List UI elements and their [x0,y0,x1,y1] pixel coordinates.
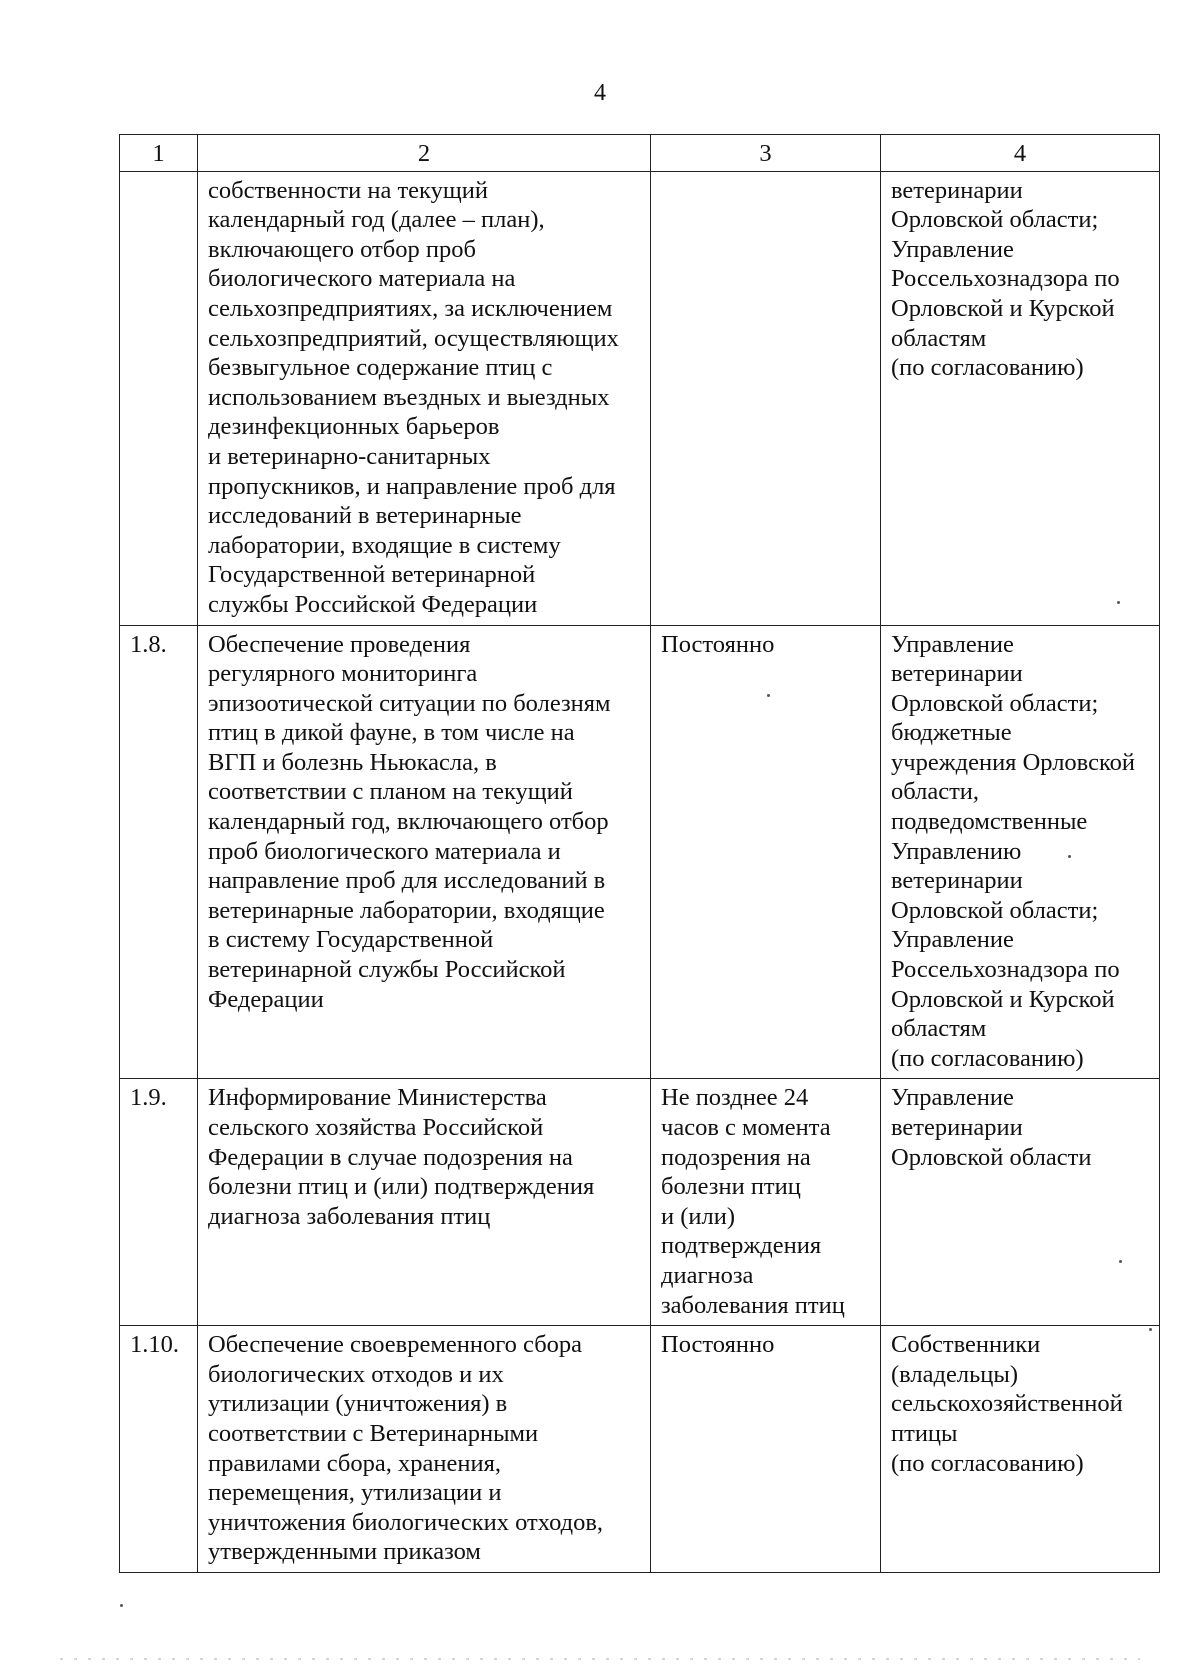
responsible-cell: Собственники (владельцы) сельскохозяйственной птицы (по согласованию) [881,1326,1160,1573]
scan-noise-line [60,1658,1140,1660]
scan-speck [1149,1328,1152,1331]
row-number: 1.9. [120,1079,198,1326]
term-cell: Не позднее 24 часов с момента подозрения на болезни птиц и (или) подтверждения диагноза заболевания птиц [651,1079,881,1326]
page-number: 4 [594,80,606,106]
measures-table [119,134,1160,1573]
responsible-cell: Управление ветеринарии Орловской области; бюджетные учреждения Орловской области, подведомственные Управлению ветеринарии Орловской области; Управление Россельхознадзора по Орловской и Курской областям (по согласованию) [881,625,1160,1079]
table-row [120,1079,1160,1326]
scan-speck [120,1604,123,1607]
scan-speck [1068,855,1071,858]
column-header-4: 4 [881,135,1160,172]
table-row [120,171,1160,625]
responsible-cell: Управление ветеринарии Орловской области [881,1079,1160,1326]
row-number: 1.8. [120,625,198,1079]
scan-speck [767,694,770,697]
row-number [120,171,198,625]
measure-cell: Информирование Министерства сельского хозяйства Российской Федерации в случае подозрения на болезни птиц и (или) подтверждения диагноза заболевания птиц [198,1079,651,1326]
column-header-1: 1 [120,135,198,172]
term-cell [651,171,881,625]
column-header-2: 2 [198,135,651,172]
row-number: 1.10. [120,1326,198,1573]
term-cell: Постоянно [651,1326,881,1573]
table-header-row [120,135,1160,172]
measure-cell: собственности на текущий календарный год (далее – план), включающего отбор проб биологического материала на сельхозпредприятиях, за исключением сельхозпредприятий, осуществляющих безвыгульное содержание птиц с использованием въездных и выездных дезинфекционных барьеров и ветеринарно-санитарных пропускников, и направление проб для исследований в ветеринарные лаборатории, входящие в систему Государственной ветеринарной службы Российской Федерации [198,171,651,625]
table-row [120,625,1160,1079]
measure-cell: Обеспечение своевременного сбора биологических отходов и их утилизации (уничтожения) в соответствии с Ветеринарными правилами сбора, хранения, перемещения, утилизации и уничтожения биологических отходов, утвержденными приказом [198,1326,651,1573]
column-header-3: 3 [651,135,881,172]
scan-speck [1117,601,1120,604]
measure-cell: Обеспечение проведения регулярного мониторинга эпизоотической ситуации по болезням птиц в дикой фауне, в том числе на ВГП и болезнь Ньюкасла, в соответствии с планом на текущий календарный год, включающего отбор проб биологического материала и направление проб для исследований в ветеринарные лаборатории, входящие в систему Государственной ветеринарной службы Российской Федерации [198,625,651,1079]
responsible-cell: ветеринарии Орловской области; Управление Россельхознадзора по Орловской и Курской областям (по согласованию) [881,171,1160,625]
table-row [120,1326,1160,1573]
term-cell: Постоянно [651,625,881,1079]
scan-speck [1119,1260,1122,1263]
